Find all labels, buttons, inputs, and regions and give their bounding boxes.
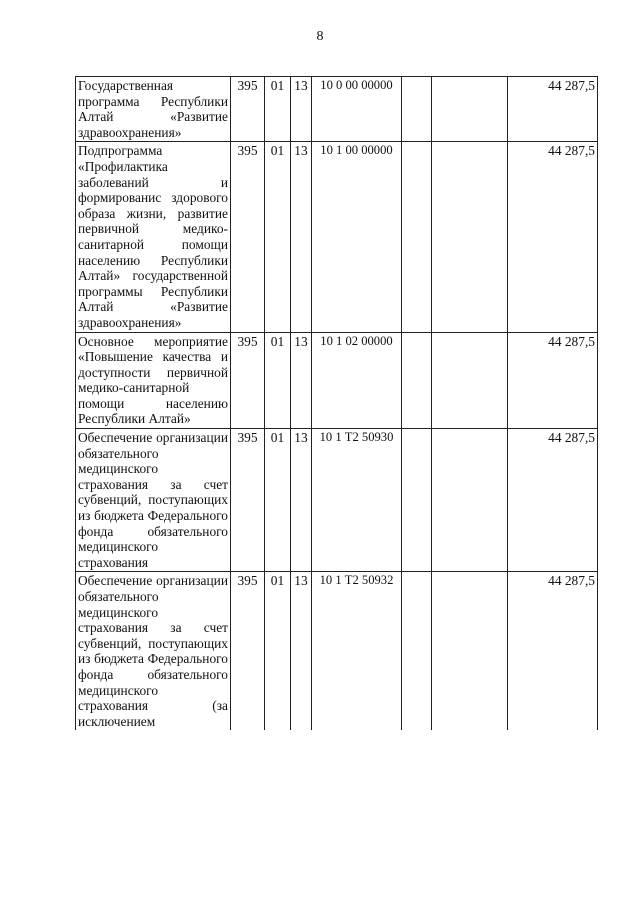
expense-type-cell <box>402 429 432 572</box>
table-body <box>76 77 598 731</box>
table-row <box>76 142 598 332</box>
sum-cell: 44 287,5 <box>508 572 598 730</box>
subsection-cell: 13 <box>291 77 312 142</box>
target-article-cell: 10 1 00 00000 <box>312 142 402 332</box>
target-article-cell: 10 1 Т2 50932 <box>312 572 402 730</box>
sum-cell: 44 287,5 <box>508 142 598 332</box>
grbs-cell: 395 <box>231 429 265 572</box>
row-name-cell: Подпрограмма «Профилактика заболеваний и формированис здорового образа жизни, развитие первичной медико-санитарной помощи населению Республики Алтай» государственной программы Республики Алтай «Развитие здравоохранения» <box>76 142 231 332</box>
subsection-cell: 13 <box>291 429 312 572</box>
expense-type-cell <box>402 332 432 429</box>
row-name-cell: Обеспечение организации обязательного медицинского страхования за счет субвенций, поступающих из бюджета Федерального фонда обязательного медицинского страхования (за исключением <box>76 572 231 730</box>
table-row <box>76 429 598 572</box>
expense-type-cell <box>402 142 432 332</box>
target-article-cell: 10 1 02 00000 <box>312 332 402 429</box>
table-row <box>76 332 598 429</box>
section-cell: 01 <box>265 429 291 572</box>
subsection-cell: 13 <box>291 142 312 332</box>
grbs-cell: 395 <box>231 572 265 730</box>
extra-cell <box>432 572 508 730</box>
section-cell: 01 <box>265 572 291 730</box>
sum-cell: 44 287,5 <box>508 332 598 429</box>
extra-cell <box>432 429 508 572</box>
row-name-cell: Государственная программа Республики Алтай «Развитие здравоохранения» <box>76 77 231 142</box>
section-cell: 01 <box>265 77 291 142</box>
extra-cell <box>432 332 508 429</box>
target-article-cell: 10 1 Т2 50930 <box>312 429 402 572</box>
extra-cell <box>432 142 508 332</box>
row-name-cell: Обеспечение организации обязательного медицинского страхования за счет субвенций, поступающих из бюджета Федерального фонда обязательного медицинского страхования <box>76 429 231 572</box>
target-article-cell: 10 0 00 00000 <box>312 77 402 142</box>
grbs-cell: 395 <box>231 142 265 332</box>
extra-cell <box>432 77 508 142</box>
expense-type-cell <box>402 77 432 142</box>
row-name-cell: Основное мероприятие «Повышение качества и доступности первичной медико-санитарной помощи населению Республики Алтай» <box>76 332 231 429</box>
page-number: 8 <box>316 29 324 44</box>
section-cell: 01 <box>265 142 291 332</box>
grbs-cell: 395 <box>231 77 265 142</box>
table-row <box>76 572 598 730</box>
budget-table <box>75 76 598 730</box>
table-row <box>76 77 598 142</box>
grbs-cell: 395 <box>231 332 265 429</box>
sum-cell: 44 287,5 <box>508 429 598 572</box>
subsection-cell: 13 <box>291 332 312 429</box>
subsection-cell: 13 <box>291 572 312 730</box>
section-cell: 01 <box>265 332 291 429</box>
sum-cell: 44 287,5 <box>508 77 598 142</box>
expense-type-cell <box>402 572 432 730</box>
